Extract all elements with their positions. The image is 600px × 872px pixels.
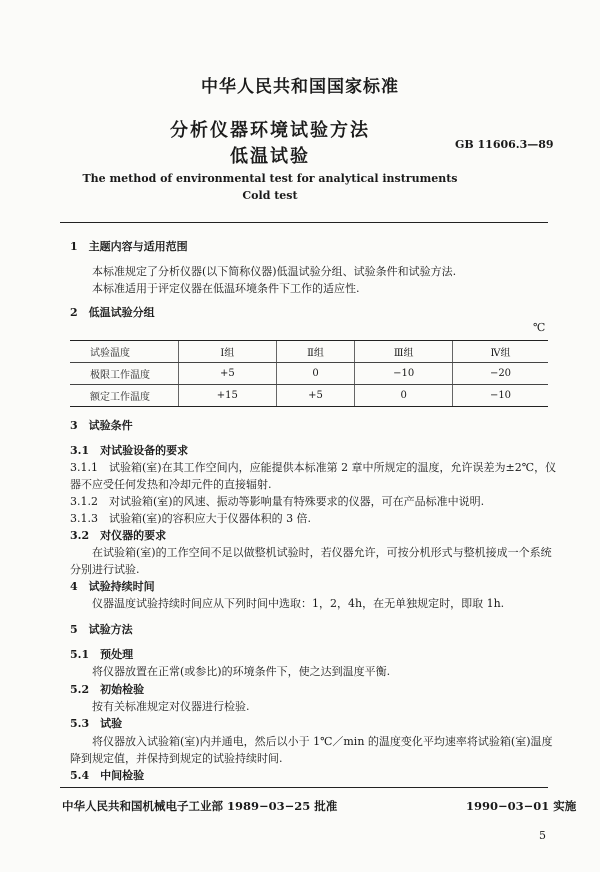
paragraph: 将仪器放入试验箱(室)内并通电，然后以小于 1℃／min 的温度变化平均速率将试验箱(室)温度 [92,735,553,748]
header-cell: Ⅰ组 [179,341,277,363]
cell: 极限工作温度 [70,363,179,385]
title-zh: 分析仪器环境试验方法 [170,120,370,141]
paragraph: 仪器温度试验持续时间应从下列时间中选取：1，2，4h，在无单独规定时，即取 1h. [92,597,505,610]
cell: −20 [453,363,549,385]
paragraph: 本标准适用于评定仪器在低温环境条件下工作的适应性. [92,282,360,295]
paragraph: 器不应受任何发热和冷却元件的直接辐射. [70,478,272,491]
cell: 0 [276,363,355,385]
paragraph: 3.1.1 试验箱(室)在其工作空间内，应能提供本标准第 2 章中所规定的温度，允许误差为±2℃，仪 [70,461,557,474]
subsection-heading: 5.1 预处理 [70,648,134,661]
subtitle-en: Cold test [242,189,298,202]
footer-rule [60,787,548,788]
unit-label: ℃ [533,321,546,334]
cell: 0 [355,385,453,407]
paragraph: 将仪器放置在正常(或参比)的环境条件下，使之达到温度平衡. [92,665,391,678]
temperature-group-table [70,340,548,407]
header-rule [60,222,548,223]
header-cell: Ⅲ组 [355,341,453,363]
section-5-heading: 5 试验方法 [70,623,133,636]
paragraph: 分别进行试验. [70,563,140,576]
header-cell: Ⅱ组 [276,341,355,363]
subsection-heading: 5.3 试验 [70,717,123,730]
header-cell: 试验温度 [70,341,179,363]
paragraph: 降到规定值，并保持到规定的试验持续时间. [70,752,283,765]
paragraph: 3.1.3 试验箱(室)的容积应大于仪器体积的 3 倍. [70,512,312,525]
table-row [70,385,548,407]
paragraph: 按有关标准规定对仪器进行检验. [92,700,250,713]
cell: +15 [179,385,277,407]
cell: +5 [179,363,277,385]
title-en: The method of environmental test for analytical instruments [82,172,458,185]
subsection-heading: 3.1 对试验设备的要求 [70,444,189,457]
page-number: 5 [539,829,546,842]
section-1-heading: 1 主题内容与适用范围 [70,240,188,253]
cell: −10 [453,385,549,407]
cell: 额定工作温度 [70,385,179,407]
subtitle-zh: 低温试验 [230,146,310,167]
section-3-heading: 3 试验条件 [70,419,133,432]
paragraph: 本标准规定了分析仪器(以下简称仪器)低温试验分组、试验条件和试验方法. [92,265,457,278]
subsection-heading: 5.2 初始检验 [70,683,145,696]
standard-code: GB 11606.3—89 [455,138,554,151]
table-row [70,363,548,385]
effective-date: 1990−03−01 实施 [466,799,577,813]
header-cell: Ⅳ组 [453,341,549,363]
section-2-heading: 2 低温试验分组 [70,306,155,319]
cell: +5 [276,385,355,407]
subsection-heading: 3.2 对仪器的要求 [70,529,167,542]
paragraph: 3.1.2 对试验箱(室)的风速、振动等影响量有特殊要求的仪器，可在产品标准中说明. [70,495,485,508]
paragraph: 在试验箱(室)的工作空间不足以做整机试验时，若仪器允许，可按分机形式与整机接成一个系统 [92,546,552,559]
approval-text: 中华人民共和国机械电子工业部 1989−03−25 批准 [62,799,338,813]
subsection-heading: 5.4 中间检验 [70,769,145,782]
cell: −10 [355,363,453,385]
section-4-heading: 4 试验持续时间 [70,580,155,593]
table-header-row [70,341,548,363]
national-standard-label: 中华人民共和国国家标准 [201,77,399,97]
